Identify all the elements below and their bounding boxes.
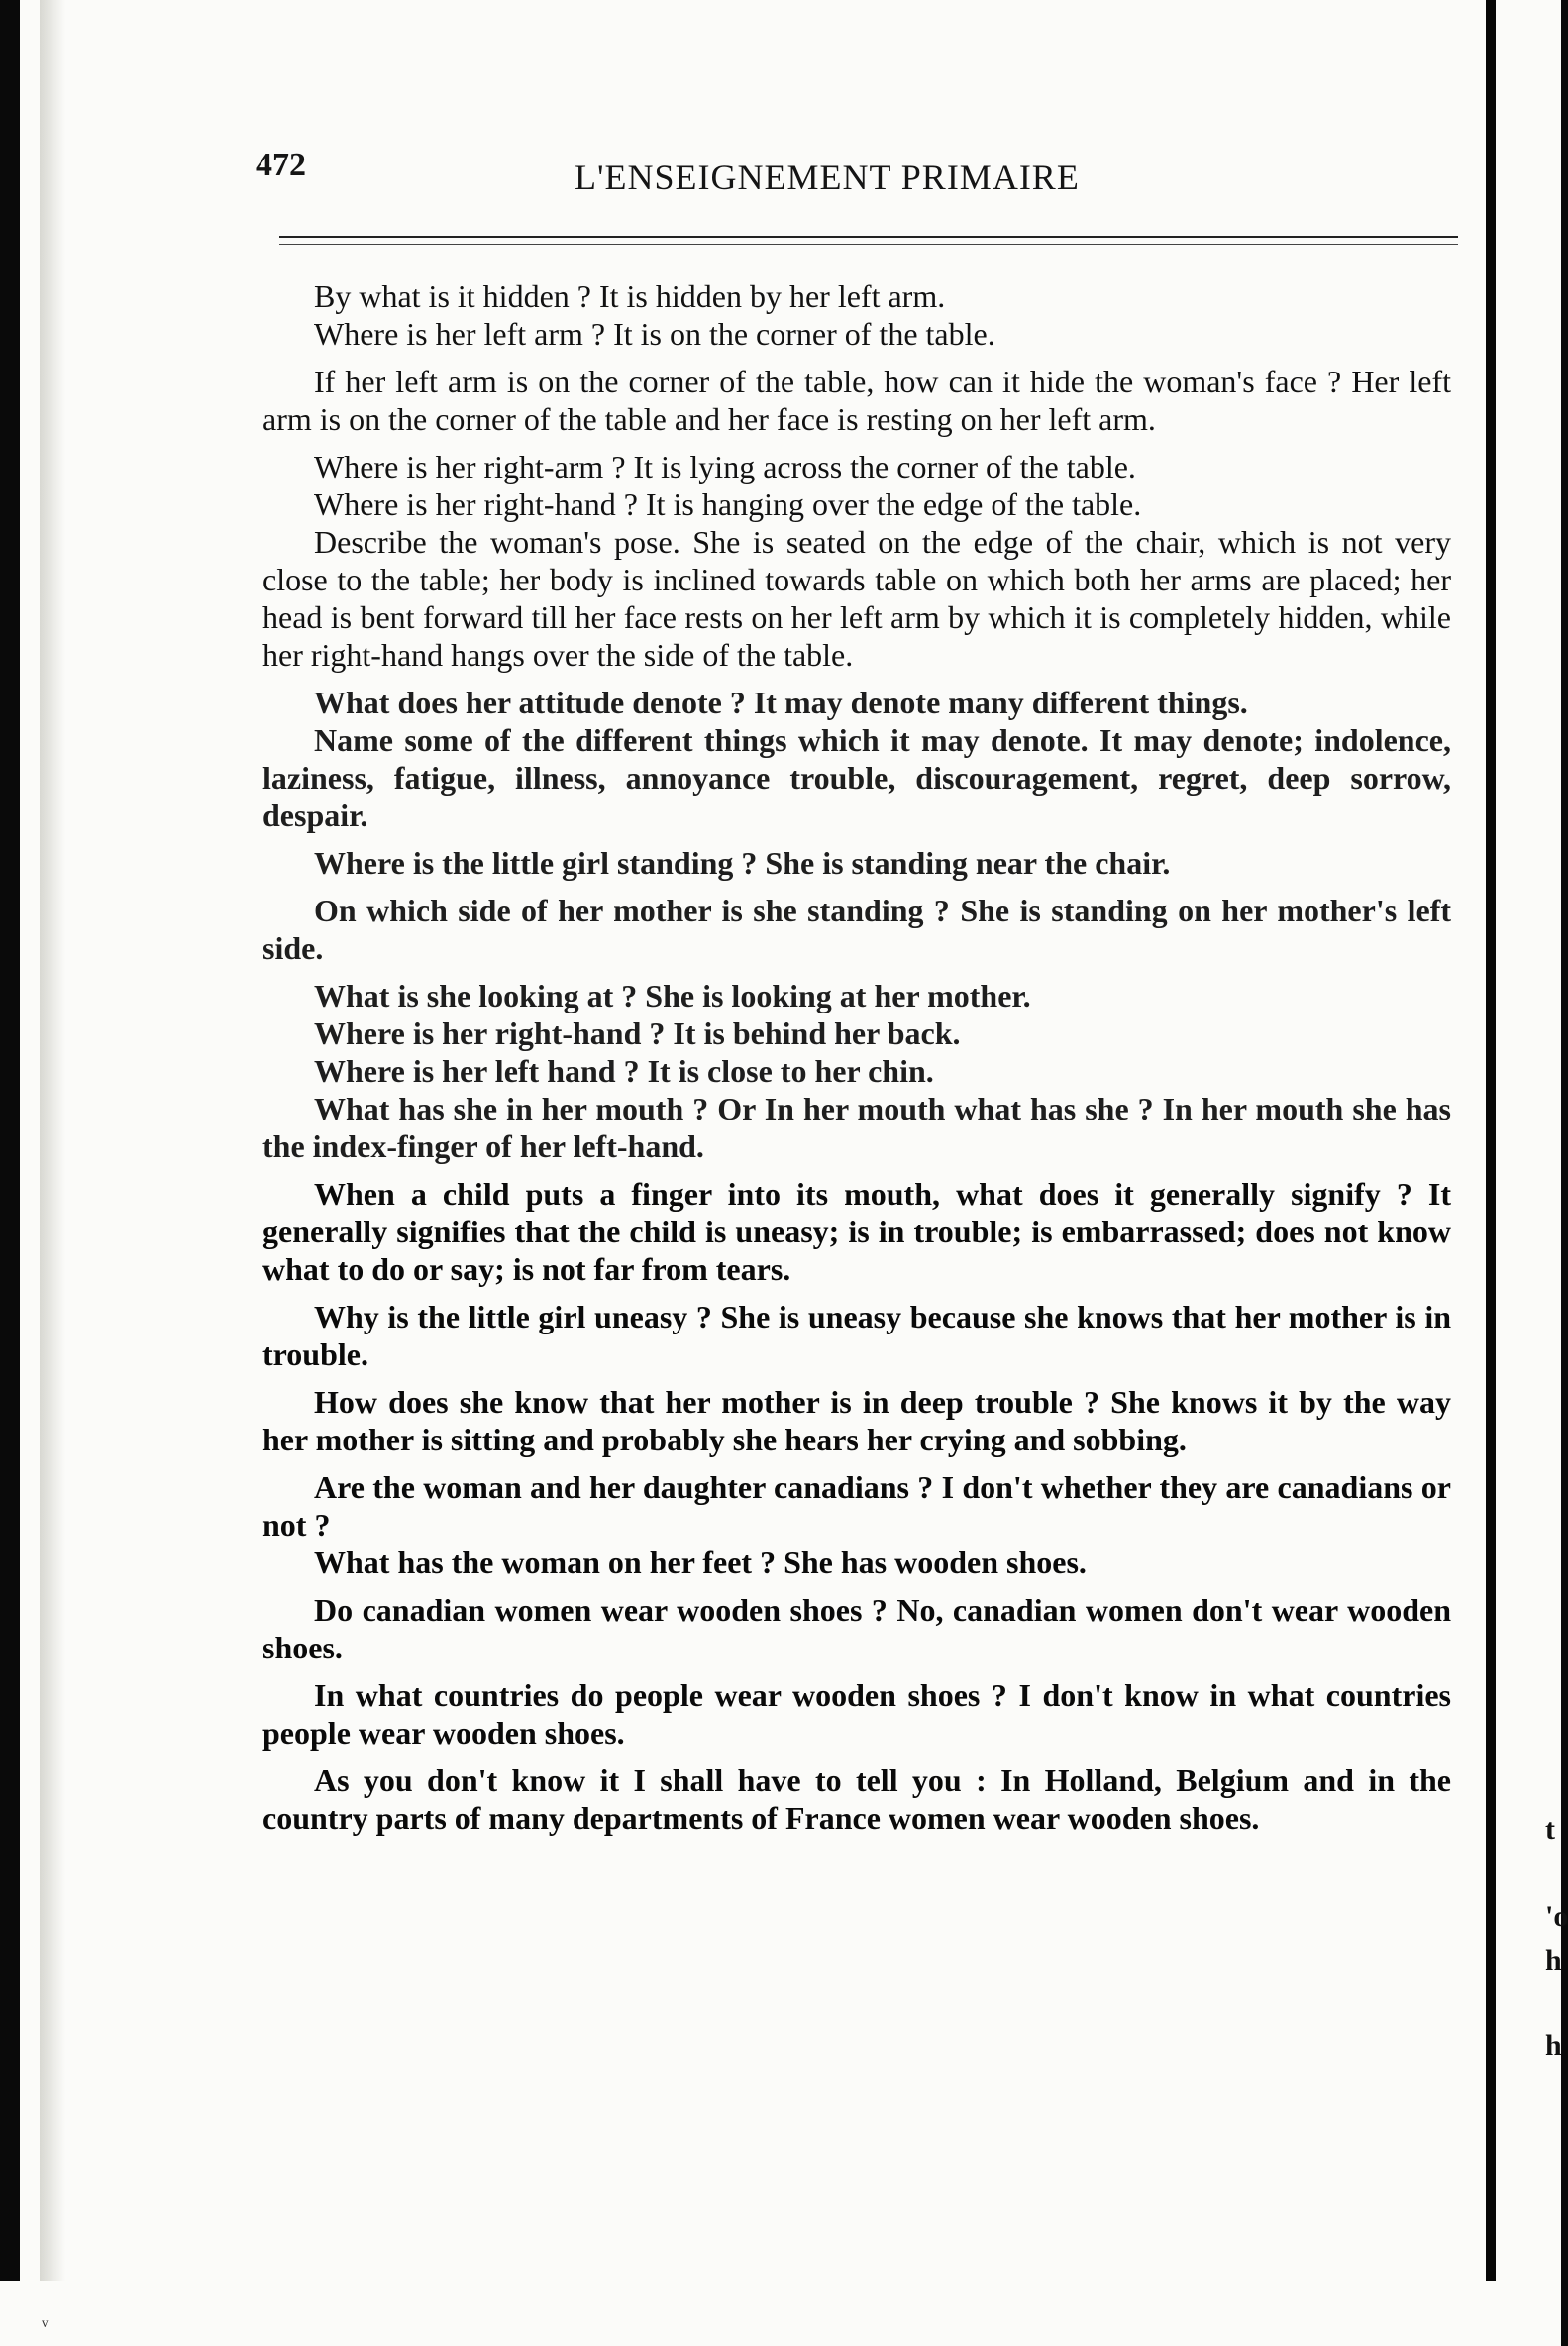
paragraph: Describe the woman's pose. She is seated on the edge of the chair, which is not very close to the table; her body is inclined towards table on which both her arms are placed; her head is bent forward till her face rests on her left arm by which it is completely hidden, while her right-hand hangs over the side of the table. xyxy=(262,524,1451,673)
facing-page-edge xyxy=(1496,0,1568,2346)
facing-page-fragment: h xyxy=(1545,2029,1562,2062)
paragraph: Where is her left hand ? It is close to her chin. xyxy=(314,1053,934,1089)
paragraph: Why is the little girl uneasy ? She is uneasy because she knows that her mother is in trouble. xyxy=(262,1299,1451,1372)
paragraph: Where is the little girl standing ? She is standing near the chair. xyxy=(314,845,1171,881)
paragraph: What has she in her mouth ? Or In her mouth what has she ? In her mouth she has the index-finger of her left-hand. xyxy=(262,1091,1451,1164)
paragraph: When a child puts a finger into its mouth, what does it generally signify ? It generally signifies that the child is uneasy; is in trouble; is embarrassed; does not know what to do or say; is not far from tears. xyxy=(262,1176,1451,1287)
page-gutter-shadow xyxy=(40,0,65,2281)
paragraph: Where is her right-arm ? It is lying across the corner of the table. xyxy=(314,449,1136,484)
paragraph: Where is her right-hand ? It is hanging over the edge of the table. xyxy=(314,486,1142,522)
paragraph: In what countries do people wear wooden shoes ? I don't know in what countries people wear wooden shoes. xyxy=(262,1677,1451,1751)
scan-bottom-margin xyxy=(0,2281,1561,2346)
paragraph: On which side of her mother is she standing ? She is standing on her mother's left side. xyxy=(262,893,1451,966)
facing-page-fragment: 'o xyxy=(1545,1900,1568,1933)
paragraph: Name some of the different things which it may denote. It may denote; indolence, laziness, fatigue, illness, annoyance trouble, discouragement, regret, deep sorrow, despair. xyxy=(262,722,1451,833)
paragraph: Where is her left arm ? It is on the corner of the table. xyxy=(314,316,995,352)
paragraph: Where is her right-hand ? It is behind her back. xyxy=(314,1015,961,1051)
paragraph: By what is it hidden ? It is hidden by her left arm. xyxy=(314,278,946,314)
paragraph: Do canadian women wear wooden shoes ? No, canadian women don't wear wooden shoes. xyxy=(262,1592,1451,1665)
header-rule-secondary xyxy=(279,244,1458,245)
paragraph: Are the woman and her daughter canadians ? I don't whether they are canadians or not ? xyxy=(262,1469,1451,1543)
paragraph: What is she looking at ? She is looking at her mother. xyxy=(314,978,1031,1013)
paragraph: How does she know that her mother is in deep trouble ? She knows it by the way her mother is sitting and probably she hears her crying and sobbing. xyxy=(262,1384,1451,1457)
paragraph: As you don't know it I shall have to tell you : In Holland, Belgium and in the country parts of many departments of France women wear wooden shoes. xyxy=(262,1762,1451,1836)
paragraph: If her left arm is on the corner of the table, how can it hide the woman's face ? Her left arm is on the corner of the table and her face is resting on her left arm. xyxy=(262,364,1451,437)
scan-mark: ᵛ xyxy=(42,2313,49,2338)
facing-page-fragment: h xyxy=(1545,1944,1562,1976)
header-rule xyxy=(279,236,1458,238)
running-title: L'ENSEIGNEMENT PRIMAIRE xyxy=(575,158,1080,197)
paragraph: What has the woman on her feet ? She has wooden shoes. xyxy=(314,1545,1087,1580)
scanned-page xyxy=(20,0,1486,2281)
facing-page-fragment: t xyxy=(1545,1813,1555,1846)
paragraph: What does her attitude denote ? It may denote many different things. xyxy=(314,685,1248,720)
page-number: 472 xyxy=(256,147,306,183)
page-body xyxy=(262,277,1451,1847)
